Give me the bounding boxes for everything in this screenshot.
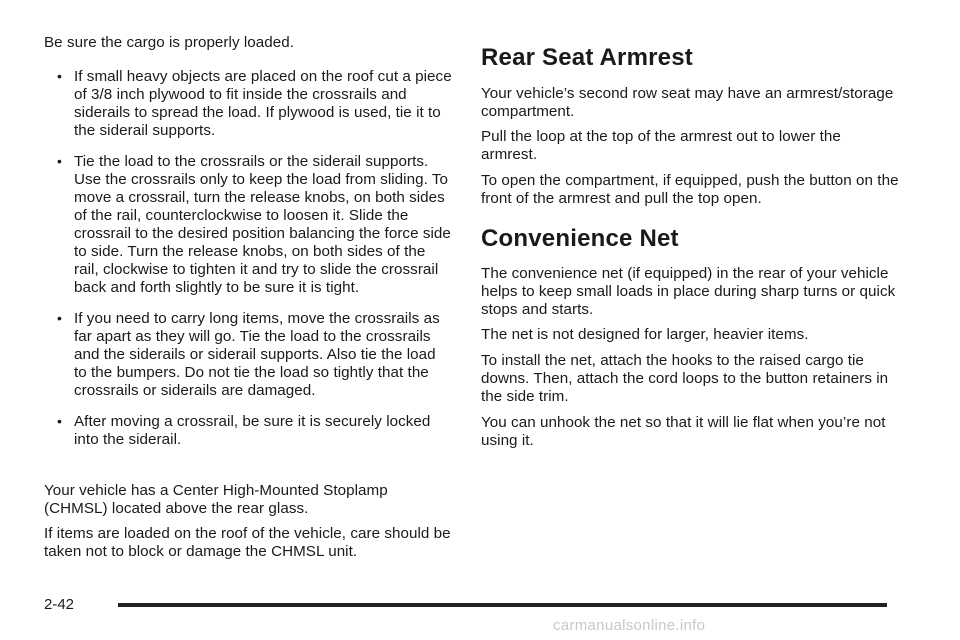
armrest-heading: Rear Seat Armrest [481,44,693,71]
roof-care-paragraph: If items are loaded on the roof of the vehicle, care should be taken not to block or damage the CHMSL unit. [44,525,451,560]
footer-rule [118,603,887,607]
list-item: • After moving a crossrail, be sure it is securely locked into the siderail. [57,413,431,448]
bullet-icon: • [57,153,62,169]
net-paragraph-1: The convenience net (if equipped) in the rear of your vehicle helps to keep small loads in place during sharp turns or quick stops and starts. [481,265,896,318]
page-number: 2-42 [44,596,75,613]
list-item: • Tie the load to the crossrails or the siderail supports. Use the crossrails only to keep the load from sliding. To move a crossrail, turn the release knobs, on both sides of the rail, counterclockwise to loosen it. Slide the crossrail to the desired position balancing the force side to side. Turn the release knobs, on both sides of the rail, clockwise to tighten it and try to slide the crossrail back and forth slightly to be sure it is tight. [57,153,451,296]
bullet-icon: • [57,413,62,429]
bullet-icon: • [57,310,62,326]
list-item: • If you need to carry long items, move the crossrails as far apart as they will go. Tie the load to the crossrails and the siderails or siderail supports. Also tie the load to the bumpers. Do not tie the load so tightly that the crossrails or siderails are damaged. [57,310,440,399]
chmsl-paragraph: Your vehicle has a Center High-Mounted Stoplamp (CHMSL) located above the rear glass. [44,482,388,517]
net-paragraph-2: The net is not designed for larger, heavier items. [481,326,809,343]
net-paragraph-3: To install the net, attach the hooks to the raised cargo tie downs. Then, attach the cord loops to the button retainers in the side trim. [481,352,889,405]
convenience-net-heading: Convenience Net [481,225,679,252]
list-item: • If small heavy objects are placed on the roof cut a piece of 3/8 inch plywood to fit inside the crossrails and siderails to spread the load. If plywood is used, tie it to the siderail supports. [57,68,452,139]
watermark: carmanualsonline.info [553,617,706,634]
intro-paragraph: Be sure the cargo is properly loaded. [44,34,295,51]
armrest-paragraph-3: To open the compartment, if equipped, push the button on the front of the armrest and pull the top open. [481,172,899,207]
net-paragraph-4: You can unhook the net so that it will lie flat when you’re not using it. [481,414,886,449]
armrest-paragraph-1: Your vehicle’s second row seat may have an armrest/storage compartment. [481,85,894,120]
armrest-paragraph-2: Pull the loop at the top of the armrest out to lower the armrest. [481,128,841,163]
bullet-icon: • [57,68,62,84]
cargo-bullet-list [44,68,452,462]
